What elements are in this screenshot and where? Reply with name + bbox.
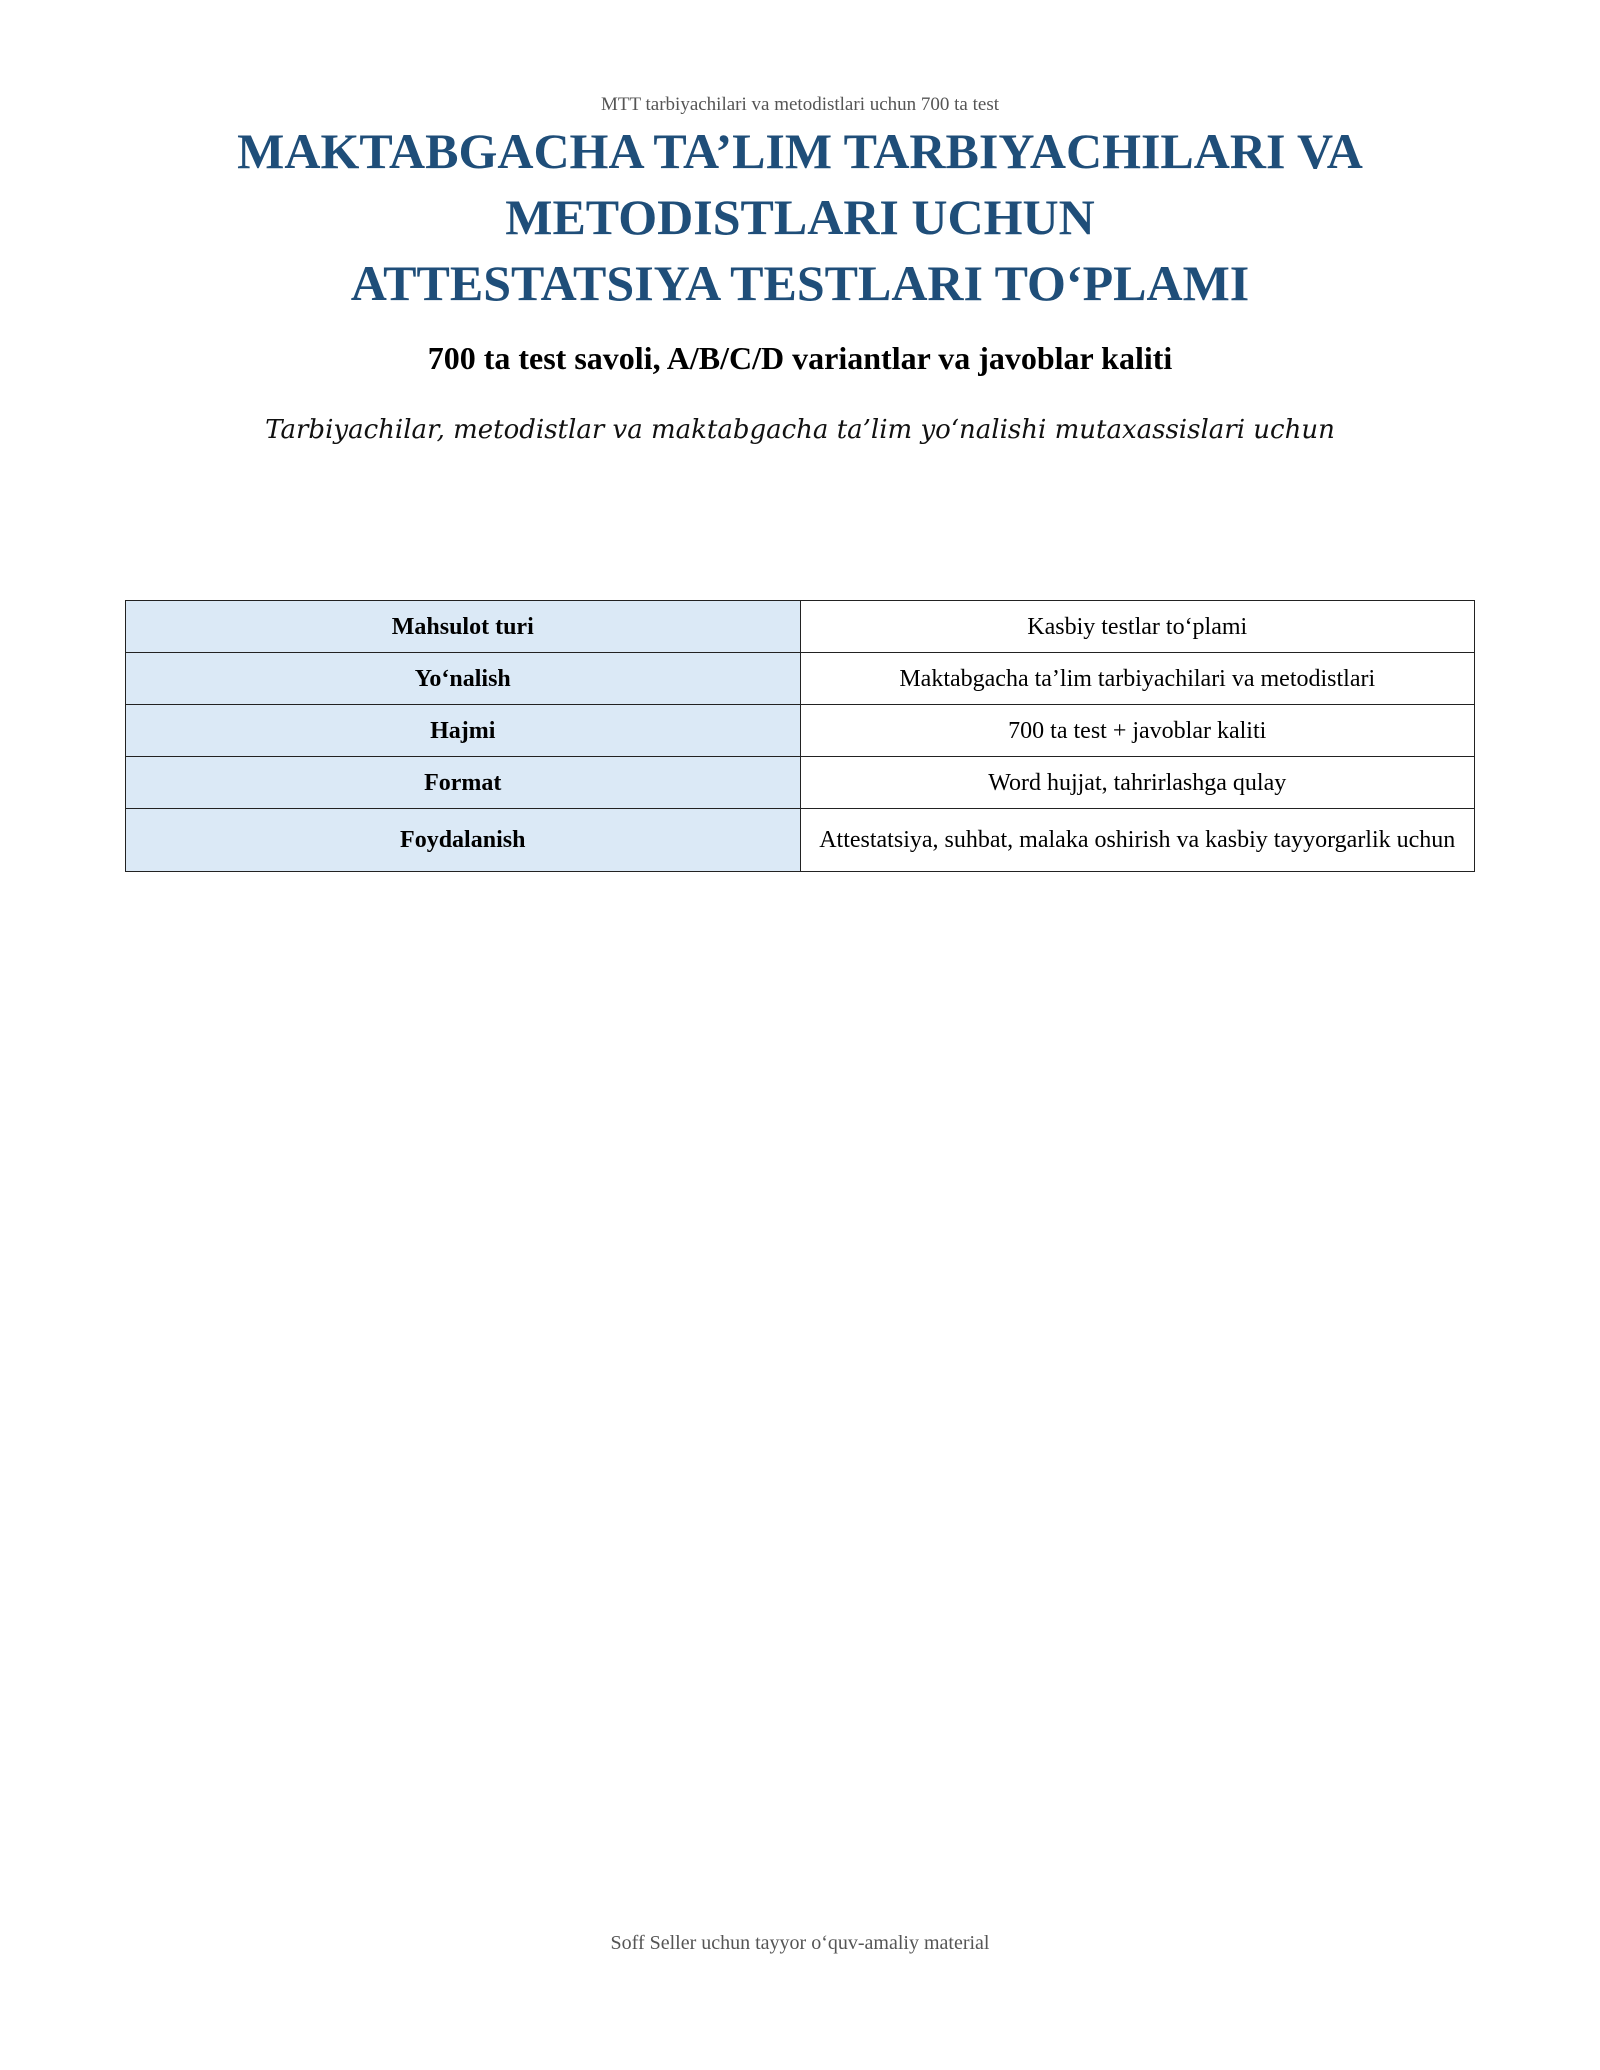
table-key-cell: Yo‘nalish [126, 653, 801, 705]
document-title [120, 118, 1480, 316]
table-row [126, 757, 1475, 809]
table-row [126, 601, 1475, 653]
page-header: MTT tarbiyachilari va metodistlari uchun 700 ta test [600, 94, 1000, 115]
table-value-cell: Maktabgacha ta’lim tarbiyachilari va metodistlari [800, 653, 1475, 705]
document-title-line-1: MAKTABGACHA TA’LIM TARBIYACHILARI VA [237, 123, 1363, 179]
table-row [126, 809, 1475, 872]
table-value-cell: Kasbiy testlar to‘plami [800, 601, 1475, 653]
table-value-cell: Attestatsiya, suhbat, malaka oshirish va kasbiy tayyorgarlik uchun [800, 809, 1475, 872]
table-value-cell: 700 ta test + javoblar kaliti [800, 705, 1475, 757]
page-footer: Soff Seller uchun tayyor o‘quv-amaliy material [610, 1932, 990, 1954]
table-row [126, 653, 1475, 705]
document-title-line-3: ATTESTATSIYA TESTLARI TO‘PLAMI [350, 255, 1250, 311]
table-row [126, 705, 1475, 757]
audience-note: Tarbiyachilar, metodistlar va maktabgacha ta’lim yo‘nalishi mutaxassislari uchun [265, 415, 1335, 445]
table-key-cell: Hajmi [126, 705, 801, 757]
table-key-cell: Format [126, 757, 801, 809]
table-key-cell: Mahsulot turi [126, 601, 801, 653]
table-key-cell: Foydalanish [126, 809, 801, 872]
document-title-line-2: METODISTLARI UCHUN [505, 189, 1095, 245]
product-info-table [125, 600, 1475, 872]
document-subtitle: 700 ta test savoli, A/B/C/D variantlar va javoblar kaliti [427, 340, 1173, 376]
table-value-cell: Word hujjat, tahrirlashga qulay [800, 757, 1475, 809]
